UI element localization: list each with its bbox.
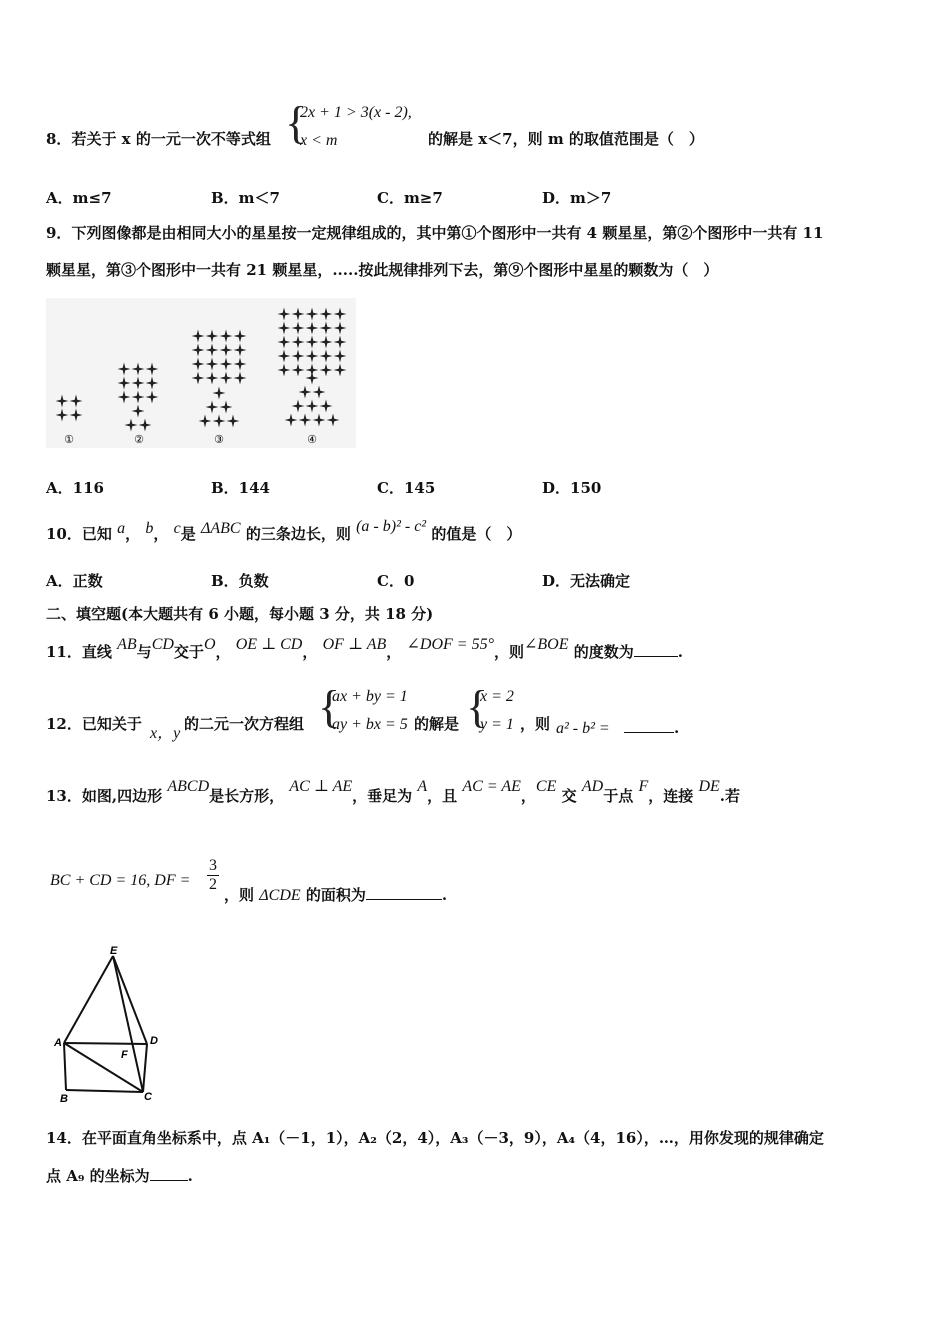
q13-fraction: [207, 857, 219, 894]
section-title: 二、填空题(本大题共有 6 小题，每小题 3 分，共 18 分): [46, 605, 434, 623]
q14-number: 14．: [46, 1129, 82, 1147]
q11-number: 11．: [46, 643, 82, 661]
q14-text2: 点 A₉ 的坐标为: [46, 1167, 150, 1185]
q11-sep2: ，: [302, 643, 318, 661]
q11-text5: 的度数为: [573, 643, 634, 661]
q11-stem: [46, 636, 683, 662]
q12-text3: 的解是: [414, 715, 460, 733]
q12-brace2: {: [466, 681, 489, 732]
q13-geometry-figure: [52, 942, 174, 1106]
q11-point-o: O: [203, 636, 216, 653]
q12-text4: ，则: [520, 715, 551, 733]
q10-var-c: c: [173, 520, 181, 537]
q9-option-d: D．150: [542, 479, 602, 497]
q12-answer-blank-wrap: [624, 718, 679, 737]
label-c: C: [144, 1091, 152, 1103]
q13-seg-ad: AD: [581, 778, 604, 795]
q14-text1: 在平面直角坐标系中，点 A₁（－1，1），A₂（2，4），A₃（－3，9），A₄（4，16），…，用你发现的规律确定: [81, 1129, 824, 1147]
q11-angle-dof: ∠DOF = 55°: [406, 636, 494, 653]
q8-option-b: B．m＜7: [211, 189, 280, 207]
q13-sep1: ，: [520, 787, 536, 805]
q13-stem: [46, 778, 741, 806]
q12-vars: x，y: [150, 725, 181, 742]
q8-system-line2: x < m: [300, 132, 338, 149]
q9-number: 9．: [46, 224, 72, 242]
q13-tail: [224, 884, 447, 905]
figure-background: [46, 298, 356, 448]
q12-text1: 已知关于: [81, 715, 142, 733]
q14-line1: [46, 1127, 824, 1148]
q13-text5: 交: [561, 787, 577, 805]
q10-text4: 的值是（ ）: [431, 525, 522, 543]
q9-option-b: B．144: [211, 479, 270, 497]
q12-eq2: ay + bx = 5: [332, 716, 408, 733]
q13-point-f: F: [638, 778, 649, 795]
q13-seg-ce: CE: [535, 778, 557, 795]
q13-end: .: [441, 886, 448, 904]
q13-text6: 于点: [603, 787, 634, 805]
q11-line-cd: CD: [151, 636, 174, 653]
q9-line1: [46, 222, 823, 243]
q10-sep2: ，: [153, 525, 169, 543]
label-a: A: [54, 1037, 62, 1049]
q11-relation2: OF ⊥ AB: [322, 636, 387, 653]
q11-sep3: ，: [386, 643, 402, 661]
q13-text9: ，则: [224, 886, 255, 904]
q10-stem: [46, 518, 522, 544]
q13-number: 13．: [46, 787, 82, 805]
q8-brace: {: [285, 97, 308, 148]
q9-option-a: A．116: [46, 479, 104, 497]
q11-answer-blank: [634, 642, 678, 657]
q14-line2: [46, 1165, 193, 1186]
q9-text1: 下列图像都是由相同大小的星星按一定规律组成的，其中第①个图形中一共有 4 颗星星，第②个图形中一共有 11: [71, 224, 824, 242]
q12-sol2: y = 1: [480, 716, 514, 733]
label-e: E: [110, 945, 118, 957]
q9-line2: 颗星星，第③个图形中一共有 21 颗星星，.....按此规律排列下去，第⑨个图形中星星的颗数为（ ）: [46, 261, 719, 279]
q12-end: .: [674, 719, 680, 737]
q11-end: .: [677, 643, 683, 661]
q12-brace1: {: [318, 681, 341, 732]
q12-eq1: ax + by = 1: [332, 688, 408, 705]
q13-text4: ，且: [427, 787, 458, 805]
q12-stem-part1: [46, 713, 142, 734]
q13-condition: BC + CD = 16, DF =: [50, 872, 191, 889]
q10-triangle: ΔABC: [200, 520, 241, 537]
q11-angle-boe: ∠BOE: [524, 636, 569, 653]
q10-expression: (a - b)² - c²: [356, 518, 427, 535]
label-d: D: [150, 1035, 158, 1047]
q8-option-a: A．m≤7: [46, 189, 112, 207]
figure-label-4: ④: [307, 434, 317, 446]
q13-relation: AC ⊥ AE: [289, 778, 353, 795]
q10-text3: 的三条边长，则: [245, 525, 351, 543]
q8-option-d: D．m＞7: [542, 189, 612, 207]
q12-sol1: x = 2: [480, 688, 514, 705]
q13-seg-de: DE: [698, 778, 720, 795]
q12-number: 12．: [46, 715, 82, 733]
q10-number: 10．: [46, 525, 82, 543]
q8-option-c: C．m≥7: [377, 189, 443, 207]
q14-end: .: [187, 1167, 193, 1185]
q10-sep1: ，: [125, 525, 141, 543]
q8-system-line1: 2x + 1 > 3(x - 2),: [300, 104, 412, 121]
label-f: F: [121, 1049, 128, 1061]
q8-suffix: 的解是 x＜7，则 m 的取值范围是（ ）: [428, 130, 704, 148]
q10-text1: 已知: [81, 525, 112, 543]
q13-quad: ABCD: [167, 778, 210, 795]
q13-text8: .若: [719, 787, 741, 805]
q10-option-d: D．无法确定: [542, 572, 631, 590]
q13-text3: ，垂足为: [352, 787, 413, 805]
q8-number: 8．: [46, 130, 72, 148]
q13-triangle: ΔCDE: [259, 887, 301, 904]
q8-stem: [46, 128, 271, 149]
figure-label-1: ①: [64, 434, 74, 446]
q13-equal: AC = AE: [462, 778, 521, 795]
figure-label-3: ③: [214, 434, 224, 446]
q13-text10: 的面积为: [305, 886, 366, 904]
q9-star-figure: [46, 298, 356, 448]
q11-sep1: ，: [215, 643, 231, 661]
q8-prefix: 若关于 x 的一元一次不等式组: [71, 130, 271, 148]
q13-frac-num: 3: [209, 857, 217, 874]
q11-text3: 交于: [173, 643, 204, 661]
q10-var-a: a: [117, 520, 126, 537]
q10-var-b: b: [145, 520, 154, 537]
q13-point-a: A: [417, 778, 428, 795]
figure-label-2: ②: [134, 434, 144, 446]
q13-answer-blank: [366, 885, 442, 900]
q11-relation1: OE ⊥ CD: [235, 636, 303, 653]
q13-text7: ，连接: [648, 787, 694, 805]
q12-text2: 的二元一次方程组: [184, 715, 305, 733]
q11-text2: 与: [136, 643, 152, 661]
q11-line-ab: AB: [117, 636, 137, 653]
q11-text4: ，则: [493, 643, 524, 661]
q12-expression: a² - b² =: [556, 720, 610, 737]
q10-option-b: B．负数: [211, 572, 269, 590]
q9-option-c: C．145: [377, 479, 436, 497]
q10-text2: 是: [180, 525, 196, 543]
q13-frac-den: 2: [209, 876, 217, 893]
q13-text2: 是长方形，: [209, 787, 285, 805]
q11-text1: 直线: [81, 643, 112, 661]
q14-answer-blank: [150, 1166, 188, 1181]
q12-answer-blank: [624, 718, 674, 733]
q10-option-a: A．正数: [46, 572, 103, 590]
label-b: B: [60, 1093, 68, 1105]
q10-option-c: C．0: [377, 572, 415, 590]
q13-text1: 如图,四边形: [81, 787, 163, 805]
